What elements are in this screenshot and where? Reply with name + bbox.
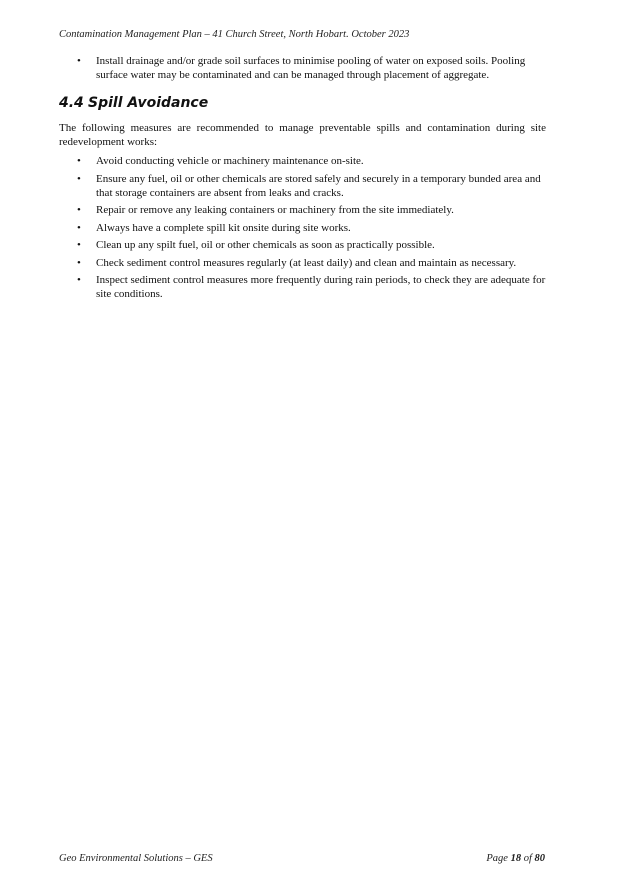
bullet-icon: •	[77, 239, 81, 251]
bullet-icon: •	[77, 172, 81, 185]
page-prefix: Page	[486, 853, 508, 864]
list-item	[59, 54, 546, 82]
list-item-text: Avoid conducting vehicle or machinery maintenance on-site.	[96, 155, 364, 167]
section-heading	[59, 95, 546, 111]
list-item	[59, 238, 546, 252]
carryover-bullet-list	[59, 54, 546, 82]
running-header: Contamination Management Plan – 41 Church Street, North Hobart. October 2023	[59, 29, 410, 40]
list-item	[59, 154, 546, 168]
bullet-icon: •	[77, 274, 81, 286]
section-intro: The following measures are recommended to manage preventable spills and contamination during site redevelopment works:	[59, 122, 546, 148]
section-number: 4.4	[59, 95, 84, 111]
bullet-icon: •	[77, 221, 81, 234]
list-item	[59, 273, 546, 301]
list-item	[59, 172, 546, 200]
bullet-icon: •	[77, 204, 81, 216]
bullet-icon: •	[77, 256, 81, 269]
measures-bullet-list	[59, 154, 546, 301]
page-current: 18	[510, 853, 522, 864]
list-item-text: Check sediment control measures regularly (at least daily) and clean and maintain as necessary.	[96, 256, 517, 269]
list-item-text: Always have a complete spill kit onsite during site works.	[96, 221, 351, 234]
list-item	[59, 203, 546, 217]
page-of: of	[523, 853, 532, 864]
list-item-text: Clean up any spilt fuel, oil or other chemicals as soon as practically possible.	[96, 239, 435, 251]
section-title: Spill Avoidance	[88, 95, 209, 111]
list-item-text: Install drainage and/or grade soil surfaces to minimise pooling of water on exposed soils. Pooling surface water may be contaminated and can be managed through placement of aggregate.	[96, 55, 526, 81]
list-item-text: Ensure any fuel, oil or other chemicals are stored safely and securely in a temporary bunded area and that storage containers are absent from leaks and cracks.	[96, 172, 541, 199]
bullet-icon: •	[77, 155, 81, 167]
page-total: 80	[534, 853, 545, 864]
footer-company: Geo Environmental Solutions – GES	[59, 853, 213, 864]
page-body	[59, 54, 546, 305]
list-item	[59, 221, 546, 235]
list-item-text: Repair or remove any leaking containers or machinery from the site immediately.	[96, 204, 454, 216]
bullet-icon: •	[77, 55, 81, 67]
page-number	[486, 853, 545, 864]
list-item	[59, 256, 546, 270]
list-item-text: Inspect sediment control measures more frequently during rain periods, to check they are adequate for site conditions.	[96, 274, 546, 300]
